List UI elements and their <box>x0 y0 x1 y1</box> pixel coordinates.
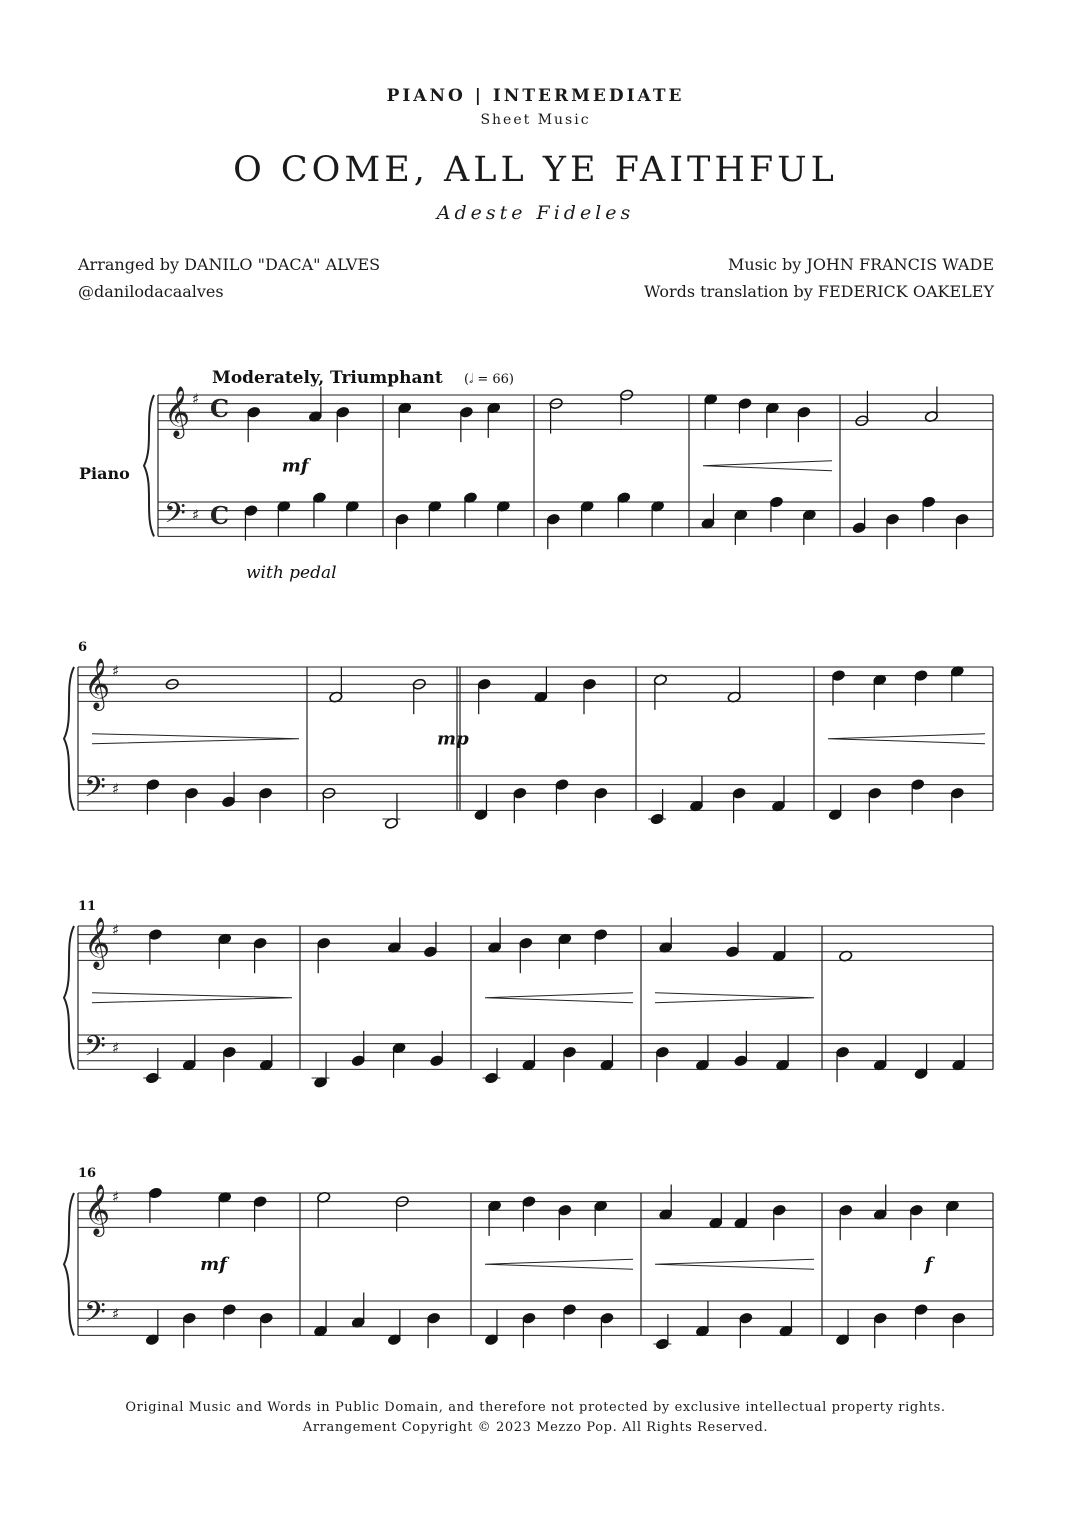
instrument-label: Piano <box>79 464 130 483</box>
diminuendo-hairpin <box>92 993 292 1003</box>
key-signature-sharp-icon: ♯ <box>112 921 120 939</box>
crescendo-hairpin <box>828 734 985 744</box>
bass-clef-icon: 𝄢 <box>84 1030 106 1070</box>
bass-clef-icon: 𝄢 <box>84 771 106 811</box>
measure-number: 6 <box>78 640 88 655</box>
crescendo-hairpin <box>655 1259 814 1269</box>
key-signature-sharp-icon: ♯ <box>112 662 120 680</box>
composer-name: Music by JOHN FRANCIS WADE <box>727 255 994 274</box>
system-3 <box>64 899 993 1088</box>
translator-name: Words translation by FEDERICK OAKELEY <box>643 282 994 301</box>
key-signature-sharp-icon: ♯ <box>112 1305 120 1323</box>
brace <box>64 667 74 810</box>
arranger-handle: @danilodacaalves <box>78 282 224 301</box>
dynamic-marking: mf <box>200 1254 227 1276</box>
tempo-text: Moderately, Triumphant <box>212 368 443 388</box>
page-title: O COME, ALL YE FAITHFUL <box>233 150 838 190</box>
category-label: PIANO | INTERMEDIATE <box>386 86 685 106</box>
diminuendo-hairpin <box>92 734 299 744</box>
time-signature: C <box>210 394 230 423</box>
diminuendo-hairpin <box>655 993 814 1003</box>
dynamic-marking: mf <box>281 455 309 477</box>
key-signature-sharp-icon: ♯ <box>192 506 200 524</box>
treble-clef-icon: 𝄞 <box>84 917 111 968</box>
pedal-instruction: with pedal <box>246 563 337 583</box>
system-1 <box>144 386 993 549</box>
dynamic-marking: mp <box>437 728 469 750</box>
treble-clef-icon: 𝄞 <box>84 1184 111 1235</box>
subcategory-label: Sheet Music <box>480 112 591 128</box>
crescendo-hairpin <box>485 1259 633 1269</box>
brace <box>144 395 154 536</box>
treble-clef-icon: 𝄞 <box>84 658 111 709</box>
measure-number: 16 <box>78 1166 97 1181</box>
key-signature-sharp-icon: ♯ <box>112 1039 120 1057</box>
key-signature-sharp-icon: ♯ <box>192 390 200 408</box>
system-2 <box>64 640 993 829</box>
footer-copyright-line-1: Original Music and Words in Public Domain, and therefore not protected by exclusive intellectual property rights. <box>125 1400 946 1415</box>
bass-clef-icon: 𝄢 <box>84 1296 106 1336</box>
brace <box>64 926 74 1069</box>
page-subtitle: Adeste Fideles <box>436 202 635 224</box>
time-signature: C <box>210 501 230 530</box>
tempo-mark: (𝅗𝅥 = 66) <box>464 372 514 387</box>
bass-clef-icon: 𝄢 <box>164 497 186 537</box>
key-signature-sharp-icon: ♯ <box>112 1188 120 1206</box>
arranger-name: Arranged by DANILO "DACA" ALVES <box>78 255 381 274</box>
dynamic-marking: f <box>924 1254 933 1276</box>
crescendo-hairpin <box>485 993 633 1003</box>
key-signature-sharp-icon: ♯ <box>112 780 120 798</box>
crescendo-hairpin <box>703 461 832 471</box>
footer-copyright-line-2: Arrangement Copyright © 2023 Mezzo Pop. All Rights Reserved. <box>302 1420 769 1435</box>
measure-number: 11 <box>78 899 97 914</box>
brace <box>64 1193 74 1335</box>
treble-clef-icon: 𝄞 <box>164 386 191 437</box>
